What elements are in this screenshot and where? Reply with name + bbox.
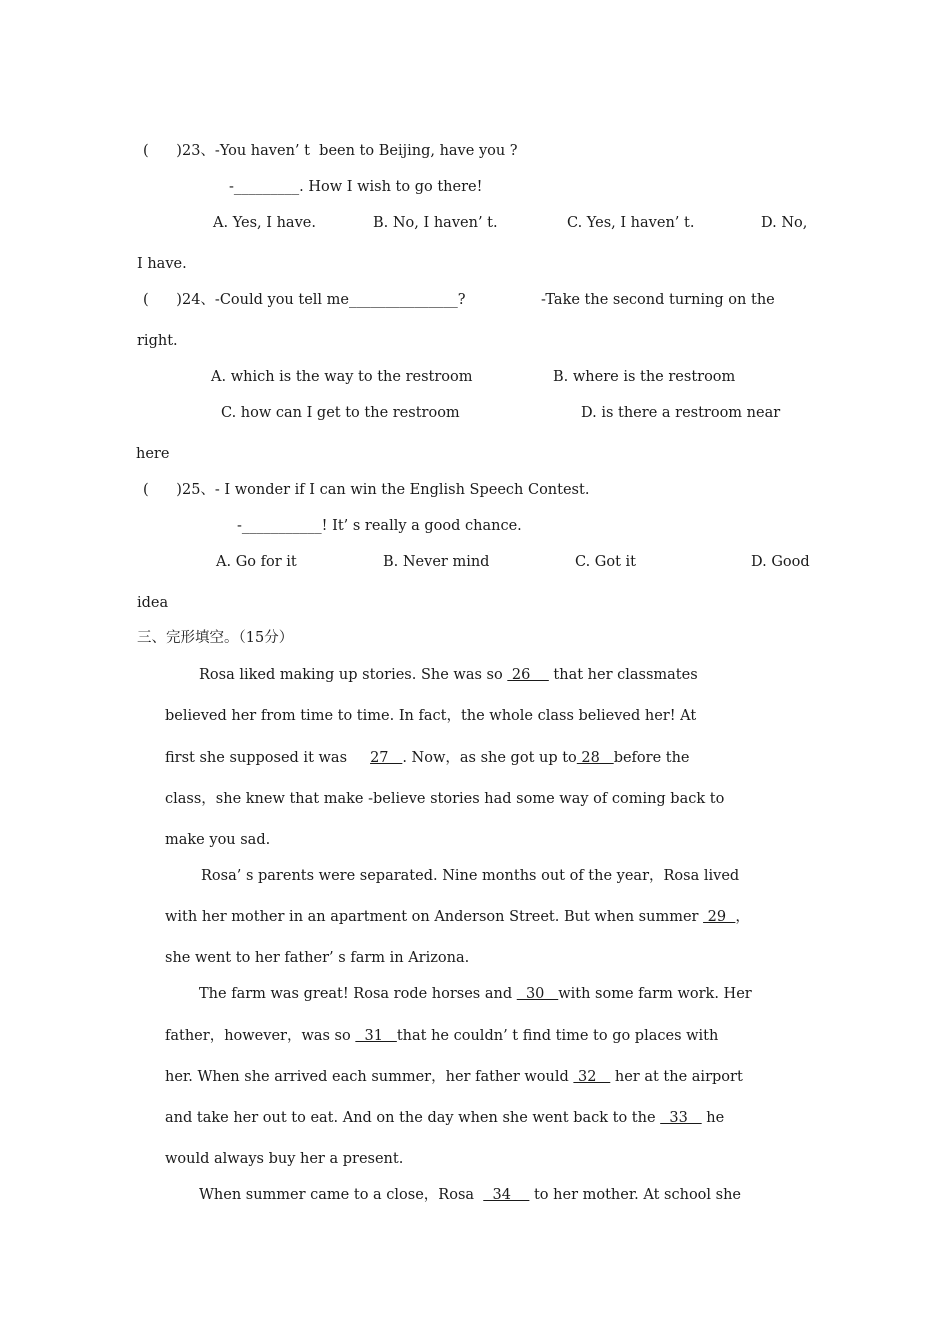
q24-response: -Take the second turning on the bbox=[541, 292, 775, 308]
blank-32[interactable]: 32 bbox=[573, 1069, 611, 1085]
q25-bracket[interactable]: ( )25、 bbox=[143, 482, 215, 498]
blank-31[interactable]: 31 bbox=[355, 1028, 397, 1044]
q24-option-cont: here bbox=[136, 446, 170, 462]
q23-question: -You haven’ t been to Beijing, have you ? bbox=[214, 143, 518, 159]
q25-option-cont: idea bbox=[137, 595, 169, 611]
q24-question-cont: right. bbox=[137, 333, 178, 349]
passage-line: Rosa’ s parents were separated. Nine months out of the year，Rosa lived bbox=[201, 868, 740, 884]
blank-26[interactable]: 26 bbox=[507, 667, 549, 683]
blank-27[interactable]: 27 bbox=[370, 750, 403, 766]
q24-question: -Could you tell me_______________? bbox=[214, 292, 466, 308]
q25-option-b: B. Never mind bbox=[383, 554, 490, 570]
q24-option-b: B. where is the restroom bbox=[553, 369, 736, 385]
q23-option-d: D. No, bbox=[761, 215, 808, 231]
q24-option-a: A. which is the way to the restroom bbox=[211, 369, 473, 385]
passage-line: with her mother in an apartment on Anderson Street. But when summer 29 ， bbox=[165, 909, 750, 925]
passage-line: The farm was great! Rosa rode horses and 30 with some farm work. Her bbox=[199, 986, 752, 1002]
blank-34[interactable]: 34 bbox=[483, 1187, 530, 1203]
q24-bracket[interactable]: ( )24、 bbox=[143, 292, 215, 308]
passage-line: first she supposed it was 27 . Now，as she got up to 28 before the bbox=[165, 750, 690, 766]
q23-option-a: A. Yes, I have. bbox=[213, 215, 316, 231]
blank-30[interactable]: 30 bbox=[516, 986, 559, 1002]
q23-bracket[interactable]: ( )23、 bbox=[143, 143, 215, 159]
passage-line: make you sad. bbox=[165, 832, 271, 848]
q24-option-c: C. how can I get to the restroom bbox=[221, 405, 460, 421]
blank-28[interactable]: 28 bbox=[576, 750, 614, 766]
q25-line bbox=[143, 480, 589, 500]
passage-line: Rosa liked making up stories. She was so 26 that her classmates bbox=[199, 667, 698, 683]
q24-option-d: D. is there a restroom near bbox=[581, 405, 781, 421]
q25-answer-line: -___________! It’ s really a good chance. bbox=[237, 518, 522, 534]
q23-option-c: C. Yes, I haven’ t. bbox=[567, 215, 695, 231]
q23-answer-line: -_________. How I wish to go there! bbox=[229, 179, 483, 195]
passage-line: believed her from time to time. In fact，the whole class believed her! At bbox=[165, 708, 697, 724]
blank-33[interactable]: 33 bbox=[660, 1110, 702, 1126]
q23-option-b: B. No, I haven’ t. bbox=[373, 215, 498, 231]
q25-question: - I wonder if I can win the English Speech Contest. bbox=[214, 482, 590, 498]
blank-29[interactable]: 29 bbox=[703, 909, 736, 925]
q23-option-cont: I have. bbox=[137, 256, 187, 272]
passage-line: class，she knew that make -believe stories had some way of coming back to bbox=[165, 791, 725, 807]
section-title: 三、完形填空。（15分） bbox=[137, 630, 294, 646]
passage-line: When summer came to a close，Rosa 34 to her mother. At school she bbox=[199, 1187, 742, 1203]
passage-line: and take her out to eat. And on the day when she went back to the 33 he bbox=[165, 1110, 725, 1126]
q24-line bbox=[143, 290, 466, 310]
q25-option-a: A. Go for it bbox=[216, 554, 297, 570]
passage-line: her. When she arrived each summer，her father would 32 her at the airport bbox=[165, 1069, 743, 1085]
q23-line bbox=[143, 141, 518, 161]
passage-line: she went to her father’ s farm in Arizona. bbox=[165, 950, 470, 966]
q25-option-c: C. Got it bbox=[575, 554, 637, 570]
q25-option-d: D. Good bbox=[751, 554, 810, 570]
passage-line: would always buy her a present. bbox=[165, 1151, 404, 1167]
passage-line: father，however，was so 31 that he couldn’ t find time to go places with bbox=[165, 1028, 719, 1044]
